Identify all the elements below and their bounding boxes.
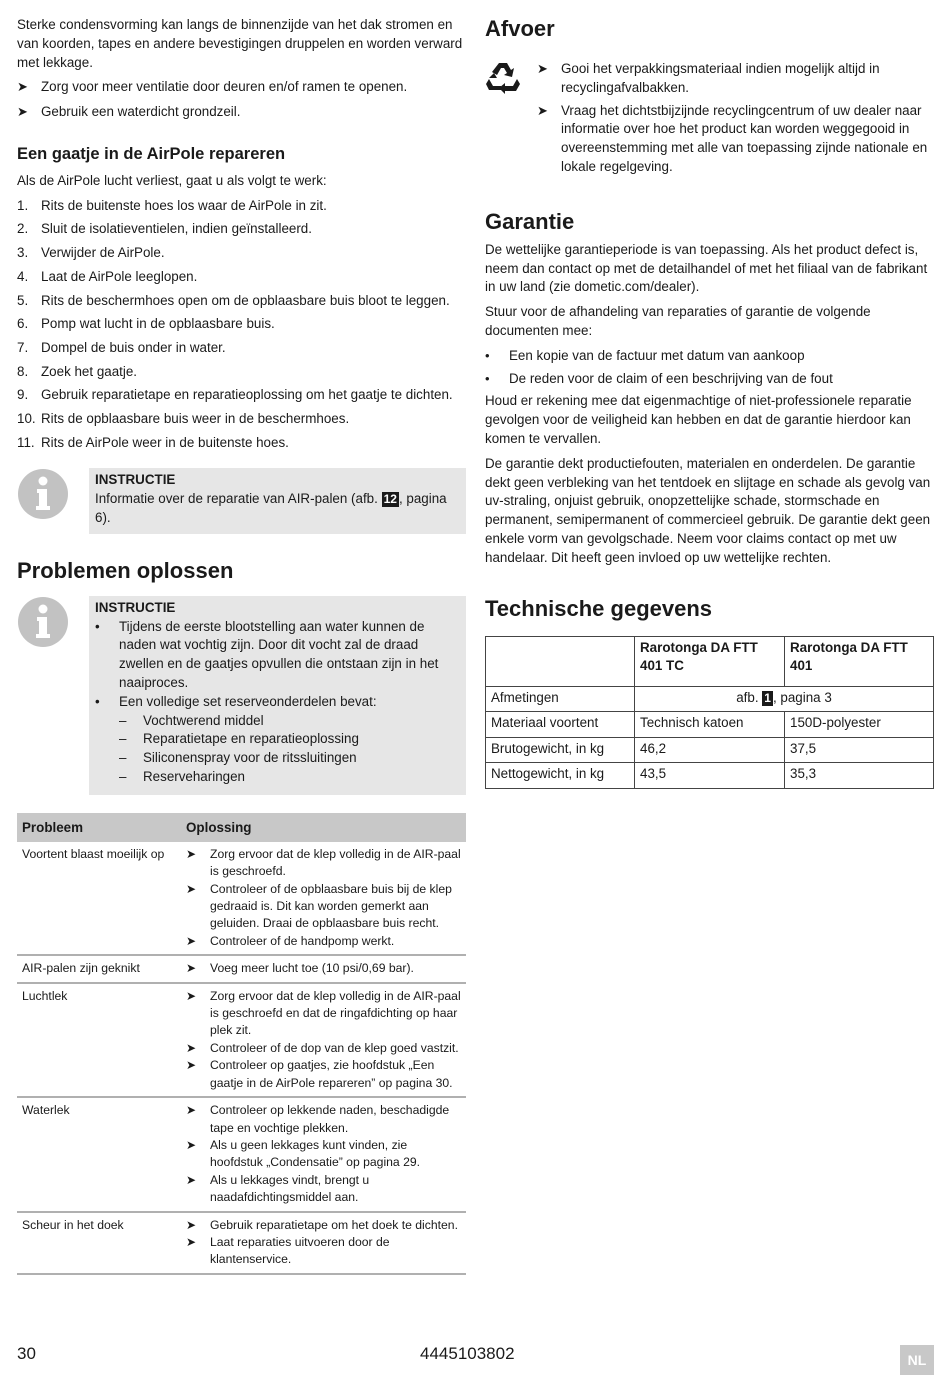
dash-icon: – [119,731,127,747]
arrow-icon: ➤ [186,1040,197,1055]
dash-icon: – [119,712,127,728]
arrow-icon: ➤ [186,1058,197,1073]
part-text: Reserveharingen [143,769,245,785]
table-row [17,842,466,955]
doc-number: 4445103802 [420,1344,515,1363]
dash-icon: – [119,750,127,766]
repair-intro: Als de AirPole lucht verliest, gaat u als volgt te werk: [17,172,327,188]
solution-item [186,881,461,933]
step-number: 7. [17,339,29,355]
bullet-text: Een volledige set reserveonderdelen bevat: [119,693,377,709]
part-text: Reparatietape en reparatieoplossing [143,731,359,747]
garantie-bullet [485,370,934,389]
table-row [17,1097,466,1211]
note-title: INSTRUCTIE [95,599,176,615]
troubleshooting-table [17,813,466,1275]
figure-ref: 1 [764,690,771,705]
problem-cell: Scheur in het doek [17,1212,181,1274]
solution-item [186,1057,461,1092]
recycle-icon [485,60,537,183]
table-row [17,983,466,1097]
tip-item [17,78,466,97]
solution-item [186,1102,461,1137]
afvoer-heading: Afvoer [485,16,555,41]
solution-text: Voeg meer lucht toe (10 psi/0,69 bar). [210,961,414,976]
bullet-icon: • [485,370,490,386]
step-number: 5. [17,292,29,308]
dim-text: afb. [736,689,759,705]
step-text: Pomp wat lucht in de opblaasbare buis. [41,316,275,332]
garantie-paragraph: De garantie dekt productiefouten, materialen en onderdelen. De garantie dekt geen verbleking van het tentdoek en slijtage en schade als gevolg van uv-straling, onjuist gebruik, onopzettelijke schade, stormschade en permanent, semipermanent of commercieel gebruik. De garantie dekt geen enkele vorm van gevolgschade. Neem voor claims contact op met uw handelaar. Dit heeft geen invloed op uw wettelijke rechten. [485,455,931,565]
value-cell: 43,5 [635,763,785,789]
step-number: 3. [17,245,29,261]
solution-item [186,933,461,950]
part-item [119,712,377,731]
part-item [119,768,377,787]
afvoer-item [537,102,934,177]
step-text: Rits de AirPole weer in de buitenste hoes. [41,434,289,450]
table-row [486,712,934,738]
value-cell: 37,5 [785,737,934,763]
afvoer-item [537,60,934,98]
problem-cell: Voortent blaast moeilijk op [17,842,181,955]
bullet-icon: • [95,618,100,634]
solution-cell [181,1212,466,1274]
problem-cell: Waterlek [17,1097,181,1211]
solution-text: Gebruik reparatietape om het doek te dichten. [210,1217,458,1232]
solution-text: Als u lekkages vindt, brengt u naadafdichtingsmiddel aan. [210,1172,370,1205]
arrow-icon: ➤ [186,933,197,948]
instruction-note [17,468,466,533]
solution-text: Controleer of de handpomp werkt. [210,933,395,948]
solution-text: Zorg ervoor dat de klep volledig in de AIR-paal is geschroefd en dat de ringafdichting op haar plek zit. [210,988,461,1038]
info-icon [17,596,89,795]
row-label: Afmetingen [486,686,635,712]
solution-item [186,1137,461,1172]
step-number: 8. [17,363,29,379]
right-column [485,16,934,789]
tech-table [485,636,934,789]
problem-cell: AIR-palen zijn geknikt [17,955,181,982]
dim-value [635,686,934,712]
note-title: INSTRUCTIE [95,472,176,488]
step-item [17,197,466,216]
arrow-icon: ➤ [186,1172,197,1187]
model-header: Rarotonga DA FTT 401 [785,636,934,686]
dim-text: , pagina 3 [772,689,832,705]
arrow-icon: ➤ [17,79,28,95]
model-header: Rarotonga DA FTT 401 TC [635,636,785,686]
garantie-bullet [485,347,934,366]
step-text: Laat de AirPole leeglopen. [41,268,198,284]
tip-item [17,103,466,122]
empty-header-cell [486,636,635,686]
value-cell: 46,2 [635,737,785,763]
table-row [17,955,466,982]
table-row [486,763,934,789]
solution-item [186,960,461,977]
row-label: Brutogewicht, in kg [486,737,635,763]
solution-text: Controleer of de dop van de klep goed vastzit. [210,1040,459,1055]
dash-icon: – [119,769,127,785]
garantie-paragraph: Stuur voor de afhandeling van reparaties of garantie de volgende documenten mee: [485,304,871,338]
solution-cell [181,1097,466,1211]
afvoer-block [485,60,934,183]
arrow-icon: ➤ [186,1234,197,1249]
step-number: 6. [17,316,29,332]
afvoer-list [537,60,934,183]
bullet-text: Een kopie van de factuur met datum van aankoop [509,347,805,363]
parts-list [119,712,377,787]
row-label: Materiaal voortent [486,712,635,738]
part-item [119,730,377,749]
language-badge: NL [900,1345,934,1375]
bullet-text: De reden voor de claim of een beschrijving van de fout [509,370,833,386]
arrow-icon: ➤ [186,961,197,976]
solution-text: Laat reparaties uitvoeren door de klantenservice. [210,1234,390,1267]
step-text: Zoek het gaatje. [41,363,138,379]
value-cell: 150D-polyester [785,712,934,738]
left-column [17,16,466,1275]
note-bullets [95,618,460,787]
solution-text: Zorg ervoor dat de klep volledig in de AIR-paal is geschroefd. [210,846,461,879]
tech-heading: Technische gegevens [485,595,713,621]
condensation-intro: Sterke condensvorming kan langs de binnenzijde van het dak stromen en van koorden, tapes en andere bevestigingen druppelen en worden verward met lekkage. [17,17,463,70]
solution-cell [181,955,466,982]
step-number: 4. [17,268,29,284]
solution-text: Controleer op gaatjes, zie hoofdstuk „Een gaatje in de AirPole repareren” op pagina 30. [210,1058,453,1090]
note-box [89,596,466,795]
tip-text: Zorg voor meer ventilatie door deuren en/of ramen te openen. [41,79,408,95]
arrow-icon: ➤ [537,61,548,76]
step-text: Verwijder de AirPole. [41,245,165,261]
page-number: 30 [17,1344,36,1363]
step-text: Rits de buitenste hoes los waar de AirPole in zit. [41,197,327,213]
step-text: Dompel de buis onder in water. [41,339,226,355]
table-row [486,686,934,712]
arrow-icon: ➤ [537,102,548,118]
step-item [17,315,466,334]
column-header-solution: Oplossing [181,813,466,842]
solution-text: Controleer of de opblaasbare buis bij de klep gedraaid is. Dit kan worden gemerkt aan geluiden. Draai de opblaasbare buis recht. [210,881,452,931]
figure-ref: 12 [383,492,397,507]
row-label: Nettogewicht, in kg [486,763,635,789]
step-item [17,244,466,263]
info-icon [17,468,89,533]
garantie-paragraph: Houd er rekening mee dat eigenmachtige of niet-professionele reparatie gevolgen voor de veiligheid kan hebben en dat de garantie hierdoor kan komen te vervallen. [485,393,912,446]
solution-item [186,1040,461,1057]
value-cell: 35,3 [785,763,934,789]
step-item [17,339,466,358]
solution-item [186,1234,461,1269]
table-header-row [17,813,466,842]
step-item [17,292,466,311]
step-number: 1. [17,197,29,213]
table-row [17,1212,466,1274]
step-item [17,386,466,405]
part-text: Vochtwerend middel [143,712,264,728]
value-cell: Technisch katoen [635,712,785,738]
solution-item [186,988,461,1040]
arrow-icon: ➤ [186,881,197,896]
note-text-part: Informatie over de reparatie van AIR-palen (afb. [95,491,378,507]
note-box [89,468,466,533]
garantie-paragraph: De wettelijke garantieperiode is van toepassing. Als het product defect is, neem dan contact op met de detailhandel of met het filiaal van de fabrikant in uw land (zie dometic.com/dealer). [485,241,928,295]
repair-heading: Een gaatje in de AirPole repareren [17,144,286,163]
step-text: Rits de opblaasbare buis weer in de beschermhoes. [41,410,350,426]
arrow-icon: ➤ [186,988,197,1003]
step-number: 2. [17,221,29,237]
step-number: 9. [17,387,29,403]
note-bullet [95,693,460,787]
step-number: 11. [17,434,35,450]
part-text: Siliconenspray voor de ritssluitingen [143,750,357,766]
table-header-row [486,636,934,686]
arrow-icon: ➤ [17,104,28,120]
instruction-note [17,596,466,795]
step-text: Gebruik reparatietape en reparatieoplossing om het gaatje te dichten. [41,387,453,403]
solution-item [186,846,461,881]
note-text [95,490,460,528]
table-row [486,737,934,763]
step-text: Sluit de isolatieventielen, indien geïnstalleerd. [41,221,312,237]
step-item [17,268,466,287]
solution-item [186,1217,461,1234]
arrow-icon: ➤ [186,1217,197,1232]
solution-item [186,1172,461,1207]
step-number: 10. [17,410,36,426]
note-text-part: , pagina 6). [95,491,447,526]
problem-cell: Luchtlek [17,983,181,1097]
solution-cell [181,983,466,1097]
arrow-icon: ➤ [186,1103,197,1118]
arrow-icon: ➤ [186,846,197,861]
note-bullet [95,618,460,693]
afvoer-text: Vraag het dichtstbijzijnde recyclingcentrum of uw dealer naar informatie over hoe het product kan worden weggegooid in overeenstemming met alle van toepassing zijnde nationale en lokale regelgeving. [561,102,928,174]
arrow-icon: ➤ [186,1137,197,1152]
step-item [17,220,466,239]
garantie-heading: Garantie [485,208,575,234]
step-item [17,434,466,453]
trouble-heading: Problemen oplossen [17,557,234,583]
solution-text: Als u geen lekkages kunt vinden, zie hoofdstuk „Condensatie” op pagina 29. [210,1137,421,1170]
step-item [17,363,466,382]
bullet-text: Tijdens de eerste blootstelling aan water kunnen de naden wat vochtig zijn. Door dit vocht zal de draad zwellen en de gaatjes opvullen die ontstaan zijn in het naaiproces. [119,618,439,691]
afvoer-text: Gooi het verpakkingsmateriaal indien mogelijk altijd in recyclingafvalbakken. [561,61,880,95]
bullet-icon: • [95,693,100,709]
bullet-icon: • [485,347,490,363]
solution-text: Controleer op lekkende naden, beschadigde tape en vochtige plekken. [210,1103,450,1135]
step-text: Rits de beschermhoes open om de opblaasbare buis bloot te leggen. [41,292,450,308]
solution-cell [181,842,466,955]
part-item [119,749,377,768]
column-header-problem: Probleem [17,813,181,842]
tip-text: Gebruik een waterdicht grondzeil. [41,104,241,120]
repair-steps [17,197,466,453]
step-item [17,410,466,429]
